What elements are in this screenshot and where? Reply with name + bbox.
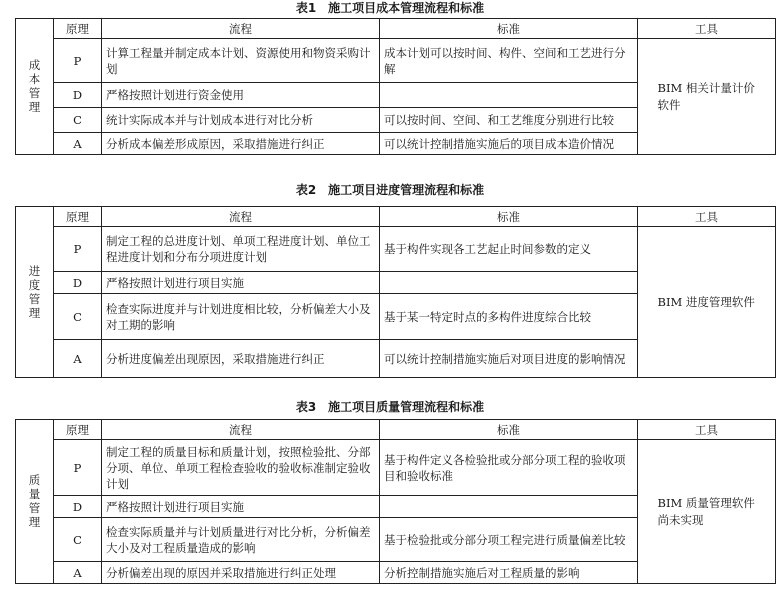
process-cell: 分析进度偏差出现原因，采取措施进行纠正 — [102, 340, 380, 378]
standard-cell: 基于某一特定时点的多构件进度综合比较 — [380, 294, 638, 340]
process-cell: 分析成本偏差形成原因，采取措施进行纠正 — [102, 133, 380, 155]
tool-cell: BIM 相关计量计价软件 — [638, 39, 776, 155]
standard-cell: 分析控制措施实施后对工程质量的影响 — [380, 562, 638, 584]
tool-cell: BIM 进度管理软件 — [638, 227, 776, 378]
header-tool: 工具 — [638, 420, 776, 440]
phase-cell: P — [54, 440, 102, 496]
process-cell: 检查实际进度并与计划进度相比较，分析偏差大小及对工期的影响 — [102, 294, 380, 340]
header-tool: 工具 — [638, 19, 776, 39]
header-principle: 原理 — [54, 19, 102, 39]
category-label: 成本管理 — [16, 19, 54, 155]
phase-cell: C — [54, 108, 102, 133]
header-process: 流程 — [102, 19, 380, 39]
phase-cell: D — [54, 83, 102, 108]
process-cell: 分析偏差出现的原因并采取措施进行纠正处理 — [102, 562, 380, 584]
header-standard: 标准 — [380, 207, 638, 227]
phase-cell: A — [54, 133, 102, 155]
header-tool: 工具 — [638, 207, 776, 227]
phase-cell: D — [54, 496, 102, 518]
standard-cell: 基于构件定义各检验批或分部分项工程的验收项目和验收标准 — [380, 440, 638, 496]
tool-cell: BIM 质量管理软件尚未实现 — [638, 440, 776, 584]
header-process: 流程 — [102, 207, 380, 227]
standard-cell: 基于检验批或分部分项工程完进行质量偏差比较 — [380, 518, 638, 562]
standard-cell: 可以统计控制措施实施后对项目进度的影响情况 — [380, 340, 638, 378]
table-row — [16, 440, 776, 496]
phase-cell: D — [54, 272, 102, 294]
standard-cell: 基于构件实现各工艺起止时间参数的定义 — [380, 227, 638, 272]
table-row — [16, 39, 776, 83]
process-cell: 严格按照计划进行资金使用 — [102, 83, 380, 108]
category-label: 质量管理 — [16, 420, 54, 584]
process-cell: 制定工程的质量目标和质量计划，按照检验批、分部分项、单位、单项工程检查验收的验收标准制定验收计划 — [102, 440, 380, 496]
phase-cell: A — [54, 562, 102, 584]
phase-cell: A — [54, 340, 102, 378]
table-2-caption: 表2 施工项目进度管理流程和标准 — [295, 183, 485, 197]
category-label: 进度管理 — [16, 207, 54, 378]
header-principle: 原理 — [54, 207, 102, 227]
standard-cell — [380, 83, 638, 108]
process-cell: 严格按照计划进行项目实施 — [102, 272, 380, 294]
standard-cell — [380, 496, 638, 518]
process-cell: 制定工程的总进度计划、单项工程进度计划、单位工程进度计划和分布分项进度计划 — [102, 227, 380, 272]
header-standard: 标准 — [380, 420, 638, 440]
header-standard: 标准 — [380, 19, 638, 39]
standard-cell: 可以按时间、空间、和工艺维度分别进行比较 — [380, 108, 638, 133]
phase-cell: P — [54, 227, 102, 272]
process-cell: 检查实际质量并与计划质量进行对比分析，分析偏差大小及对工程质量造成的影响 — [102, 518, 380, 562]
schedule-management-table — [15, 206, 776, 378]
process-cell: 计算工程量并制定成本计划、资源使用和物资采购计划 — [102, 39, 380, 83]
header-principle: 原理 — [54, 420, 102, 440]
process-cell: 严格按照计划进行项目实施 — [102, 496, 380, 518]
process-cell: 统计实际成本并与计划成本进行对比分析 — [102, 108, 380, 133]
cost-management-table — [15, 18, 776, 155]
table-1-caption: 表1 施工项目成本管理流程和标准 — [295, 1, 485, 15]
phase-cell: P — [54, 39, 102, 83]
header-process: 流程 — [102, 420, 380, 440]
quality-management-table — [15, 419, 776, 584]
phase-cell: C — [54, 518, 102, 562]
standard-cell — [380, 272, 638, 294]
phase-cell: C — [54, 294, 102, 340]
table-3-caption: 表3 施工项目质量管理流程和标准 — [295, 400, 485, 414]
standard-cell: 可以统计控制措施实施后的项目成本造价情况 — [380, 133, 638, 155]
standard-cell: 成本计划可以按时间、构件、空间和工艺进行分解 — [380, 39, 638, 83]
table-row — [16, 227, 776, 272]
